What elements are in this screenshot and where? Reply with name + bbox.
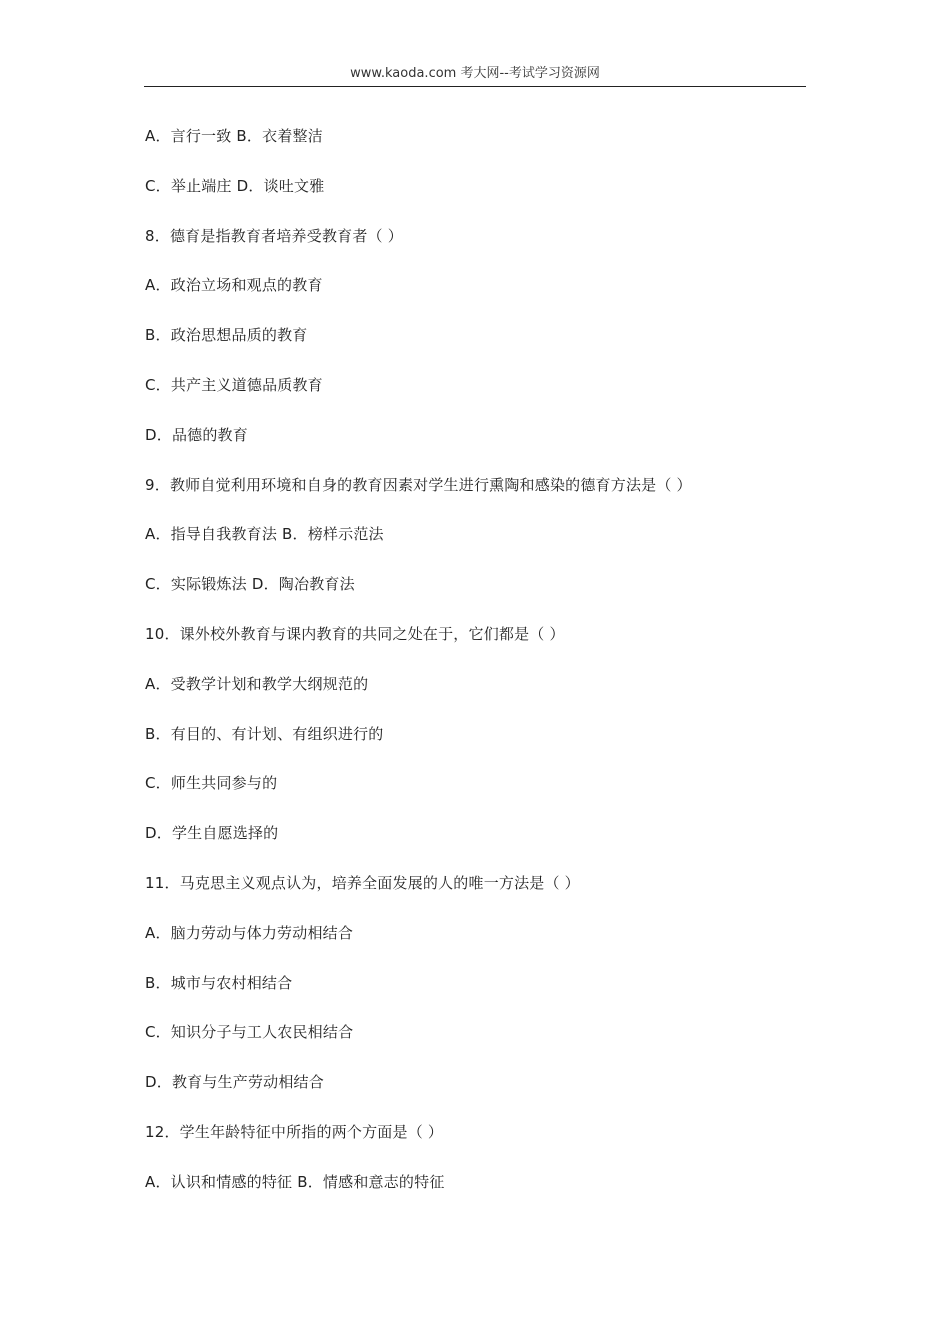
question-11: 11．马克思主义观点认为，培养全面发展的人的唯一方法是（ ） [145,873,580,892]
question-10: 10．课外校外教育与课内教育的共同之处在于，它们都是（ ） [145,624,565,643]
options-7-ab: A．言行一致 B．衣着整洁 [145,127,323,145]
question-8: 8．德育是指教育者培养受教育者（ ） [145,226,403,245]
option-8-b: B．政治思想品质的教育 [145,326,308,345]
option-11-d: D．教育与生产劳动相结合 [145,1073,324,1092]
option-10-c: C．师生共同参与的 [145,774,278,793]
option-8-d: D．品德的教育 [145,425,248,444]
options-7-cd: C．举止端庄 D．谈吐文雅 [145,176,325,195]
document-body [145,124,805,1220]
option-11-b: B．城市与农村相结合 [145,973,293,992]
question-12: 12．学生年龄特征中所指的两个方面是（ ） [145,1122,444,1141]
option-8-c: C．共产主义道德品质教育 [145,375,323,394]
options-9-cd: C．实际锻炼法 D．陶冶教育法 [145,575,355,594]
option-11-a: A．脑力劳动与体力劳动相结合 [145,923,354,942]
question-9: 9．教师自觉利用环境和自身的教育因素对学生进行熏陶和感染的德育方法是（ ） [145,475,692,494]
header-text: www.kaoda.com 考大网--考试学习资源网 [350,66,600,81]
option-10-d: D．学生自愿选择的 [145,824,279,843]
option-10-b: B．有目的、有计划、有组织进行的 [145,724,384,743]
page-header [144,64,806,87]
option-8-a: A．政治立场和观点的教育 [145,276,323,295]
option-11-c: C．知识分子与工人农民相结合 [145,1023,354,1042]
options-9-ab: A．指导自我教育法 B．榜样示范法 [145,525,384,544]
options-12-ab: A．认识和情感的特征 B．情感和意志的特征 [145,1172,445,1191]
option-10-a: A．受教学计划和教学大纲规范的 [145,674,369,693]
